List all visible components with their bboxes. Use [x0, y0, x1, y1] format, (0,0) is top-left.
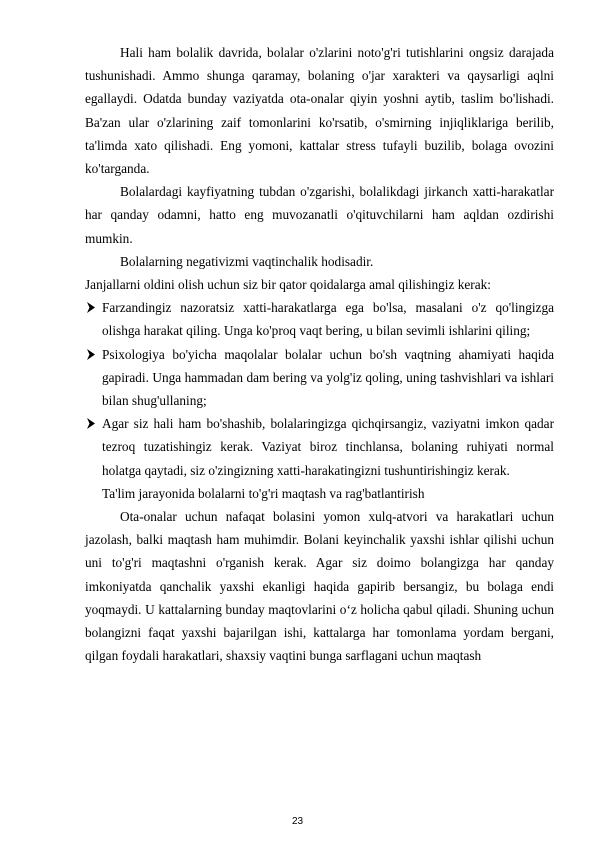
- rules-list: [85, 296, 554, 482]
- arrowhead-bullet-icon: [85, 343, 97, 366]
- list-item: [85, 343, 554, 413]
- paragraph-1: Hali ham bolalik davrida, bolalar o'zlarini noto'g'ri tutishlarini ongsiz darajada tushunishadi. Ammo shunga qaramay, bolaning o'jar xarakteri va qaysarligi aqlni egallaydi. Odatda bunday vaziyatda ota-onalar qiyin yoshni aytib, taslim bo'lishadi. Ba'zan ular o'zlarining zaif tomonlarini ko'rsatib, o'smirning injiqliklariga berilib, ta'limda xato qilishadi. Eng yomoni, kattalar stress tufayli buzilib, bolaga ovozini ko'targanda.: [85, 45, 554, 177]
- list-item-text: Psixologiya bo'yicha maqolalar bolalar uchun bo'sh vaqtning ahamiyati haqida gapiradi. Unga hammadan dam bering va yolg'iz qoling, uning tashvishlari va ishlari bilan shug'ullaning;: [102, 346, 554, 409]
- arrowhead-bullet-icon: [85, 296, 97, 319]
- list-item-text: Agar siz hali ham bo'shashib, bolalaringizga qichqirsangiz, vaziyatni imkon qadar tezroq tuzatishingiz kerak. Vaziyat biroz tinchlansa, bolaning ruhiyati normal holatga qaytadi, siz o'zingizning xatti-harakatingizni tushuntirishingiz kerak.: [102, 416, 554, 478]
- list-item: [85, 412, 554, 482]
- paragraph-5: Ota-onalar uchun nafaqat bolasini yomon xulq-atvori va harakatlari uchun jazolash, balki maqtash ham muhimdir. Bolani keyinchalik yaxshi ishlar qilishi uchun uni to'g'ri maqtashni o'rganish kerak. Agar siz doimo bolangizga har qanday imkoniyatda qanchalik yaxshi ekanligi haqida gapirib bersangiz, bu bolaga endi yoqmaydi. U kattalarning bunday maqtovlarini o‘z holicha qabul qiladi. Shuning uchun bolangizni faqat yaxshi bajarilgan ishi, kattalarga har tomonlama yordam bergani, qilgan foydali harakatlari, shaxsiy vaqtini bunga sarflagani uchun maqtash: [85, 509, 554, 664]
- arrowhead-bullet-icon: [85, 412, 97, 435]
- list-item-text: Farzandingiz nazoratsiz xatti-harakatlarga ega bo'lsa, masalani o'z qo'lingizga olishga harakat qiling. Unga ko'proq vaqt bering, u bilan sevimli ishlarini qiling;: [102, 300, 554, 339]
- section-subheading: Ta'lim jarayonida bolalarni to'g'ri maqtash va rag'batlantirish: [102, 485, 425, 501]
- paragraph-2: Bolalardagi kayfiyatning tubdan o'zgarishi, bolalikdagi jirkanch xatti-harakatlar har qanday odamni, hatto eng muvozanatli o'qituvchilarni ham aqldan ozdirishi mumkin.: [85, 184, 554, 246]
- page-number: 23: [291, 816, 304, 827]
- list-item: [85, 296, 554, 342]
- paragraph-4: Janjallarni oldini olish uchun siz bir qator qoidalarga amal qilishingiz kerak:: [85, 277, 491, 293]
- page-content: [85, 41, 554, 667]
- paragraph-3: Bolalarning negativizmi vaqtinchalik hodisadir.: [120, 253, 374, 269]
